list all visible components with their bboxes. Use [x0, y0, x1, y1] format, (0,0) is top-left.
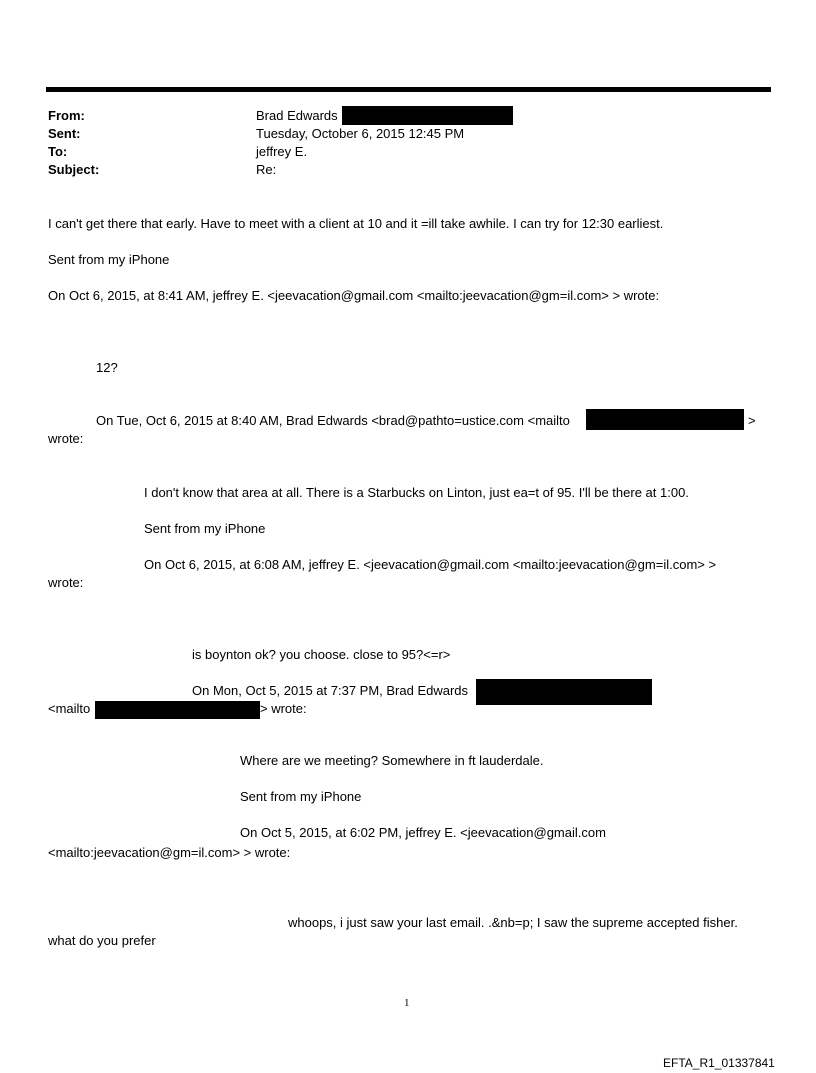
body-line: On Oct 6, 2015, at 8:41 AM, jeffrey E. <jeevacation@gmail.com <mailto:jeevacation@gm=il.com> > wrote: [48, 288, 660, 303]
redaction-box [476, 679, 652, 705]
to-label: To: [48, 144, 68, 159]
body-line: 12? [96, 360, 118, 375]
redaction-box [95, 701, 260, 719]
body-line: what do you prefer [48, 933, 156, 948]
body-line: Where are we meeting? Somewhere in ft lauderdale. [240, 753, 544, 768]
body-line: whoops, i just saw your last email. .&nb=p; I saw the supreme accepted fisher. [288, 915, 738, 930]
body-line: On Oct 5, 2015, at 6:02 PM, jeffrey E. <jeevacation@gmail.com [240, 825, 606, 840]
body-line: I can't get there that early. Have to meet with a client at 10 and it =ill take awhile. I can try for 12:30 earliest. [48, 216, 664, 231]
subject-label: Subject: [48, 162, 100, 177]
redaction-box [586, 409, 744, 430]
to-value: jeffrey E. [256, 144, 308, 159]
body-line: > wrote: [260, 701, 307, 716]
redaction-box [342, 106, 513, 125]
body-line: Sent from my iPhone [240, 789, 362, 804]
body-line: Sent from my iPhone [144, 521, 266, 536]
body-line: Sent from my iPhone [48, 252, 170, 267]
body-line: On Tue, Oct 6, 2015 at 8:40 AM, Brad Edwards <brad@pathto=ustice.com <mailto [96, 413, 570, 428]
sent-label: Sent: [48, 126, 81, 141]
body-line: wrote: [48, 575, 84, 590]
body-line: is boynton ok? you choose. close to 95?<=r> [192, 647, 451, 662]
page-number: 1 [404, 997, 410, 1009]
body-line: On Mon, Oct 5, 2015 at 7:37 PM, Brad Edwards [192, 683, 469, 698]
from-value: Brad Edwards [256, 108, 338, 123]
body-line: <mailto:jeevacation@gm=il.com> > wrote: [48, 845, 291, 860]
body-line: <mailto [48, 701, 91, 716]
body-line: wrote: [48, 431, 84, 446]
body-line: On Oct 6, 2015, at 6:08 AM, jeffrey E. <jeevacation@gmail.com <mailto:jeevacation@gm=il.com> > [144, 557, 717, 572]
body-line: > [748, 413, 756, 428]
from-label: From: [48, 108, 85, 123]
document-id: EFTA_R1_01337841 [663, 1056, 775, 1070]
sent-value: Tuesday, October 6, 2015 12:45 PM [256, 126, 465, 141]
body-line: I don't know that area at all. There is a Starbucks on Linton, just ea=t of 95. I'll be there at 1:00. [144, 485, 689, 500]
header-rule [46, 87, 771, 92]
subject-value: Re: [256, 162, 277, 177]
